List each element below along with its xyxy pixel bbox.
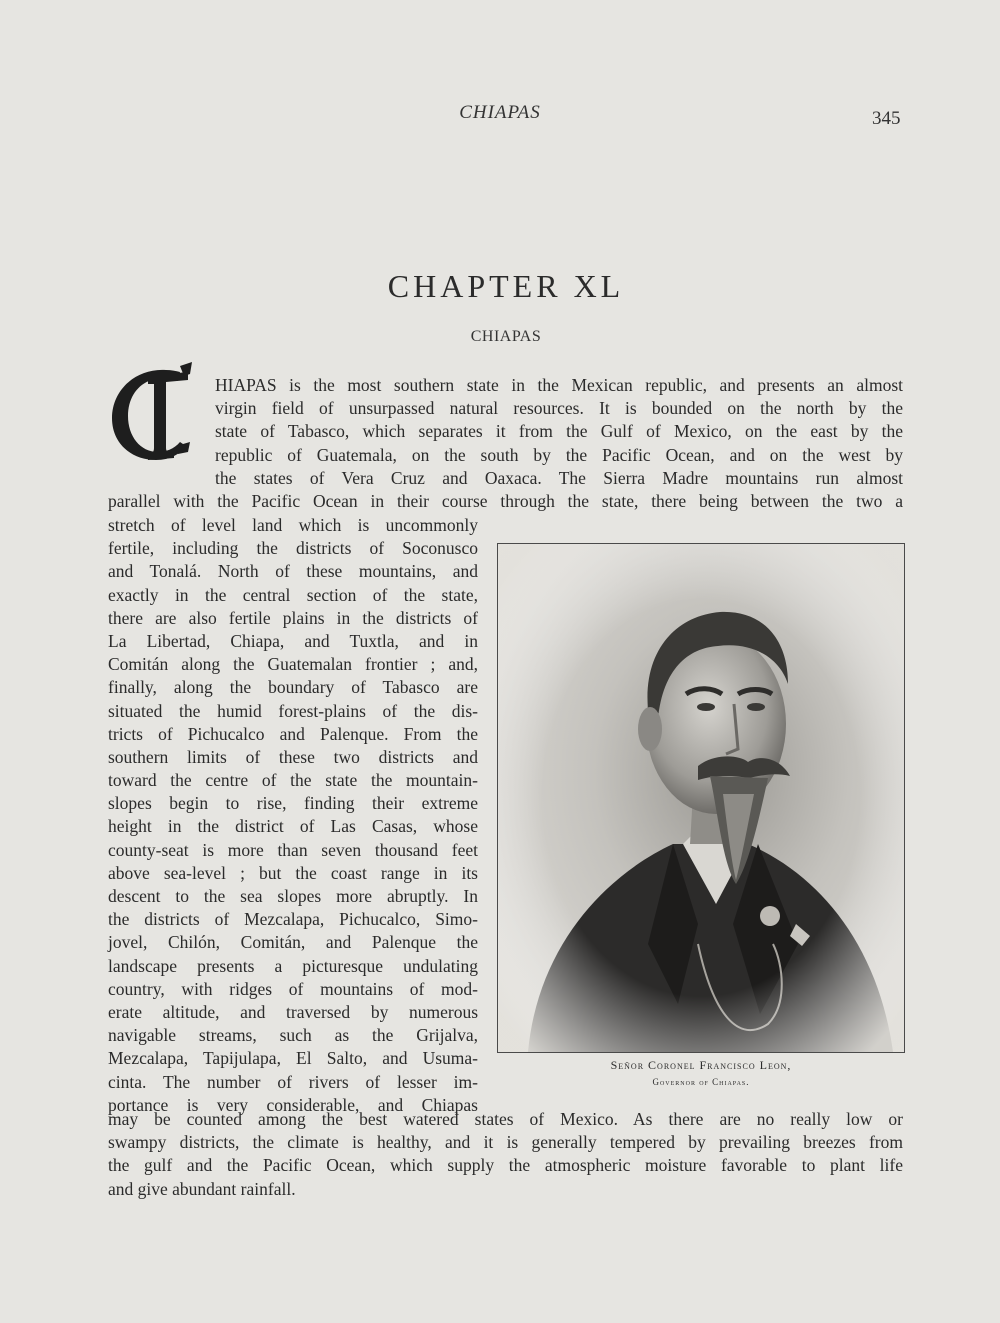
full-width-line (108, 490, 903, 513)
text-line: the states of Vera Cruz and Oaxaca. The Sierra Madre mountains run almost (215, 467, 903, 488)
text-line: exactly in the central section of the state, (108, 584, 478, 605)
text-line: height in the district of Las Casas, whose (108, 816, 478, 837)
text-line: county-seat is more than seven thousand feet (108, 839, 478, 860)
chapter-subtitle: CHIAPAS (470, 328, 542, 345)
text-line: the districts of Mezcalapa, Pichucalco, Simo- (108, 909, 478, 930)
figure-caption-name: Señor Coronel Francisco Leon, (610, 1058, 792, 1072)
text-line: tricts of Pichucalco and Palenque. From the (108, 723, 478, 744)
closing-paragraph (108, 1108, 903, 1201)
portrait-figure (497, 543, 905, 1053)
text-line: state of Tabasco, which separates it from the Gulf of Mexico, on the east by the (215, 421, 903, 442)
text-line: Comitán along the Guatemalan frontier ; and, (108, 654, 478, 675)
text-line: country, with ridges of mountains of mod- (108, 978, 478, 999)
text-line: stretch of level land which is uncommonly (108, 515, 478, 535)
running-head: CHIAPAS (459, 102, 541, 123)
text-line: there are also fertile plains in the districts of (108, 607, 478, 628)
portrait-image (498, 544, 904, 1052)
text-line: cinta. The number of rivers of lesser im- (108, 1071, 478, 1092)
column-paragraph (108, 514, 478, 1117)
text-line: jovel, Chilón, Comitán, and Palenque the (108, 932, 478, 953)
text-line: swampy districts, the climate is healthy, and it is generally tempered by prevailing breezes from (108, 1132, 903, 1153)
text-line: slopes begin to rise, finding their extreme (108, 793, 478, 814)
chapter-title: CHAPTER XL (387, 268, 625, 304)
dropcap-letter-c (108, 362, 192, 462)
page-number: 345 (872, 108, 901, 129)
figure-caption-title: Governor of Chiapas. (652, 1077, 750, 1087)
text-line: southern limits of these two districts and (108, 746, 478, 767)
text-line: and give abundant rainfall. (108, 1178, 296, 1199)
text-line: above sea-level ; but the coast range in its (108, 862, 478, 883)
text-line: descent to the sea slopes more abruptly. In (108, 886, 478, 906)
text-line: toward the centre of the state the mountain- (108, 770, 478, 791)
text-line: fertile, including the districts of Soconusco (108, 538, 478, 559)
text-line: erate altitude, and traversed by numerous (108, 1001, 478, 1022)
text-line: landscape presents a picturesque undulating (108, 955, 478, 976)
text-line: La Libertad, Chiapa, and Tuxtla, and in (108, 630, 478, 651)
text-line: and Tonalá. North of these mountains, and (108, 561, 478, 582)
text-line: finally, along the boundary of Tabasco are (108, 677, 478, 698)
text-line: portance is very considerable, and Chiapas (108, 1094, 478, 1115)
text-line: HIAPAS is the most southern state in the Mexican republic, and presents an almost (215, 375, 903, 395)
text-line: the gulf and the Pacific Ocean, which supply the atmospheric moisture favorable to plant life (108, 1155, 903, 1176)
text-line: navigable streams, such as the Grijalva, (108, 1025, 478, 1046)
text-line: virgin field of unsurpassed natural resources. It is bounded on the north by the (215, 398, 903, 419)
text-line: Mezcalapa, Tapijulapa, El Salto, and Usuma- (108, 1048, 478, 1069)
text-line: situated the humid forest-plains of the dis- (108, 700, 478, 721)
intro-paragraph (215, 374, 903, 490)
text-line: parallel with the Pacific Ocean in their course through the state, there being between the two a (108, 491, 903, 511)
text-line: may be counted among the best watered states of Mexico. As there are no really low or (108, 1109, 903, 1129)
text-line: republic of Guatemala, on the south by the Pacific Ocean, and on the west by (215, 444, 903, 465)
